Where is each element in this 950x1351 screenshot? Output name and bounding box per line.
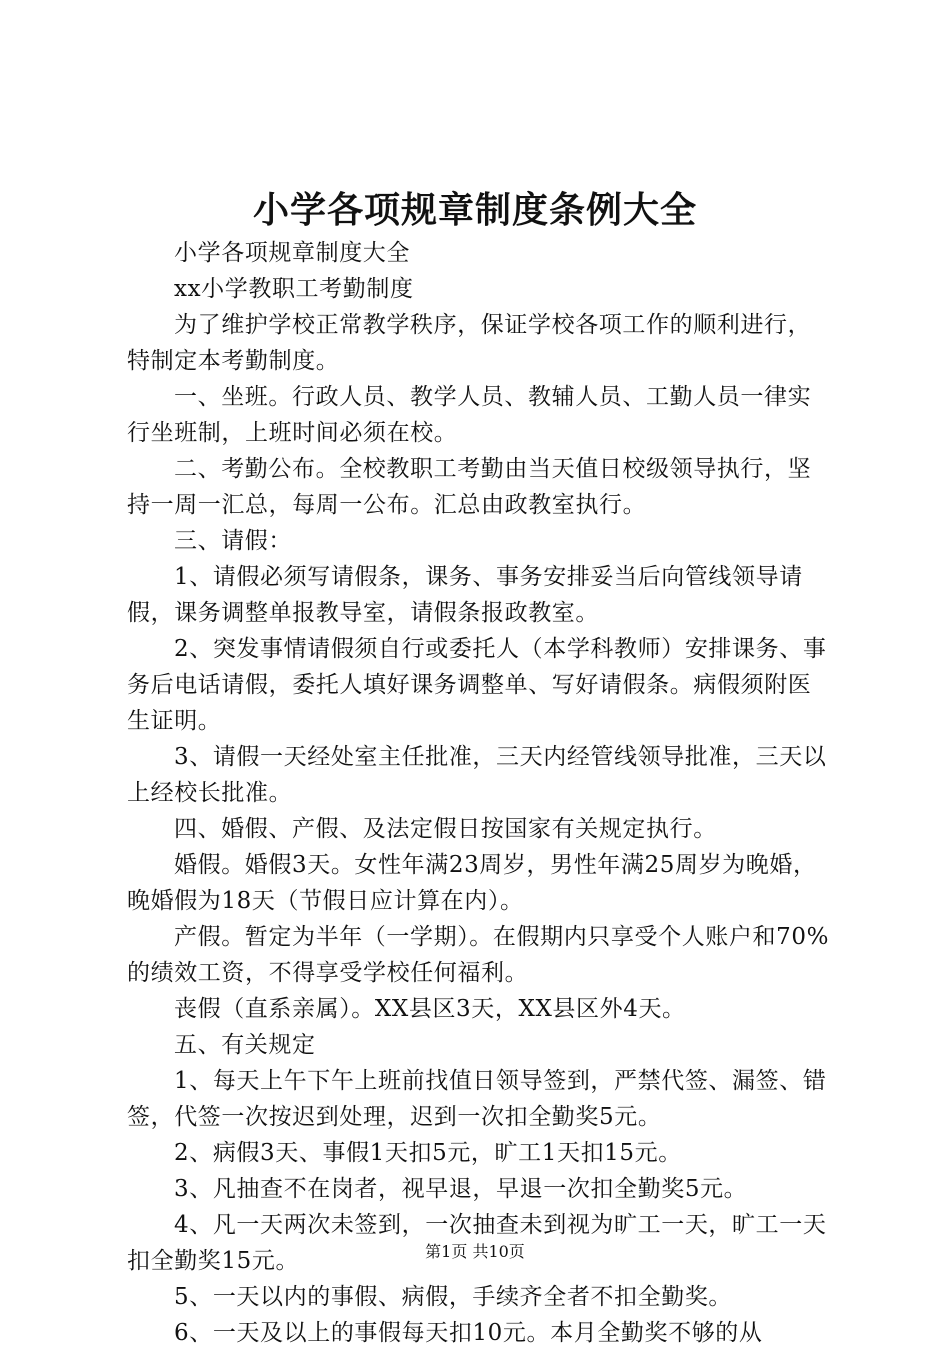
paragraph: 产假。暂定为半年（一学期）。在假期内只享受个人账户和70%的绩效工资，不得享受学校任何福利。 [127,924,830,986]
paragraph: 2、病假3天、事假1天扣5元，旷工1天扣15元。 [174,1140,682,1166]
paragraph: 四、婚假、产假、及法定假日按国家有关规定执行。 [174,816,717,842]
paragraph: 五、有关规定 [174,1032,316,1058]
document-body [127,235,833,1351]
document-title: 小学各项规章制度条例大全 [252,189,697,231]
paragraph: 3、凡抽查不在岗者，视早退，早退一次扣全勤奖5元。 [174,1176,748,1202]
paragraph: 婚假。婚假3天。女性年满23周岁，男性年满25周岁为晚婚，晚婚假为18天（节假日应计算在内）。 [127,852,817,914]
paragraph: 5、一天以内的事假、病假，手续齐全者不扣全勤奖。 [174,1284,733,1310]
paragraph-subtitle: 小学各项规章制度大全 [174,240,410,266]
page-footer: 第1页 共10页 [425,1242,525,1261]
paragraph: 2、突发事情请假须自行或委托人（本学科教师）安排课务、事务后电话请假，委托人填好课务调整单、写好请假条。病假须附医生证明。 [127,636,827,734]
paragraph: 4、凡一天两次未签到，一次抽查未到视为旷工一天，旷工一天扣全勤奖15元。 [127,1212,827,1274]
paragraph: 二、考勤公布。全校教职工考勤由当天值日校级领导执行，坚持一周一汇总，每周一公布。汇总由政教室执行。 [127,456,812,518]
paragraph: 为了维护学校正常教学秩序，保证学校各项工作的顺利进行，特制定本考勤制度。 [127,312,812,374]
paragraph: 一、坐班。行政人员、教学人员、教辅人员、工勤人员一律实行坐班制，上班时间必须在校。 [127,384,812,446]
paragraph: 丧假（直系亲属）。XX县区3天，XX县区外4天。 [174,996,686,1022]
paragraph: 6、一天及以上的事假每天扣10元。本月全勤奖不够的从 [174,1320,763,1346]
paragraph: 三、请假： [174,528,292,554]
paragraph: 1、每天上午下午上班前找值日领导签到，严禁代签、漏签、错签，代签一次按迟到处理，迟到一次扣全勤奖5元。 [127,1068,827,1130]
paragraph: 3、请假一天经处室主任批准，三天内经管线领导批准，三天以上经校长批准。 [127,744,827,806]
paragraph-section-heading: xx小学教职工考勤制度 [174,276,414,302]
paragraph: 1、请假必须写请假条，课务、事务安排妥当后向管线领导请假，课务调整单报教导室，请假条报政教室。 [127,564,803,626]
